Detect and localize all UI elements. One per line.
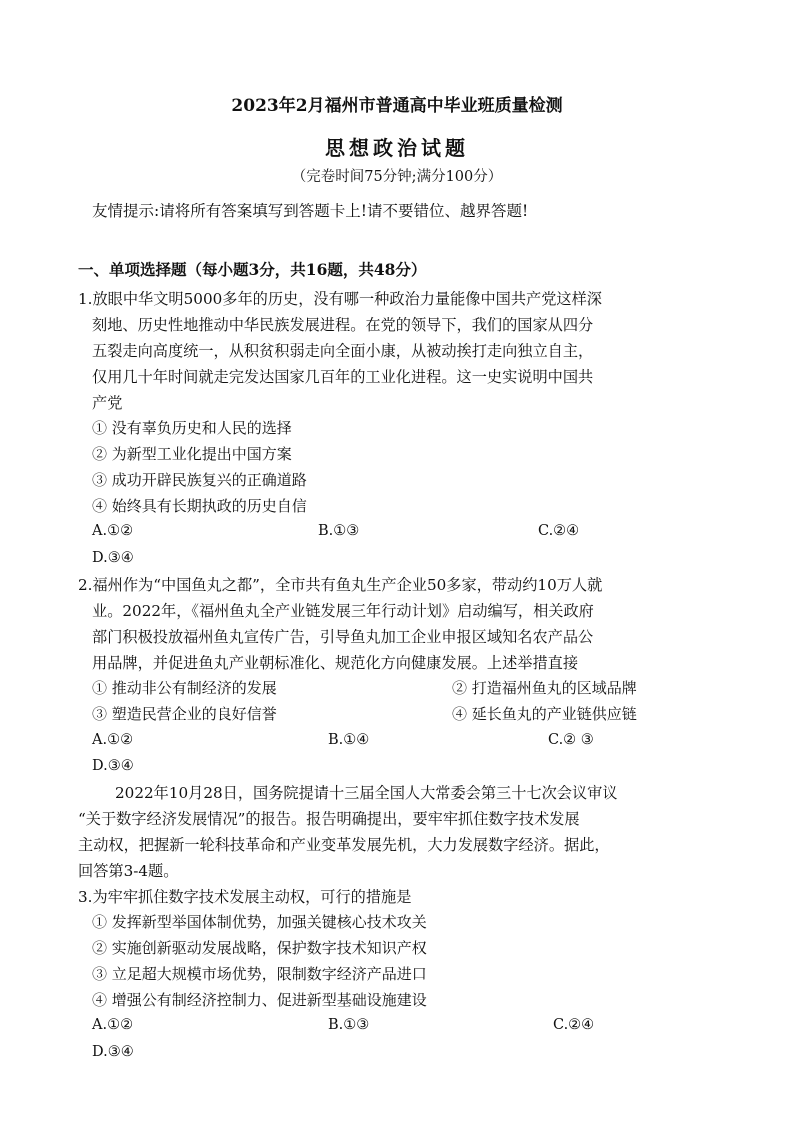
q1-option: ② 为新型工业化提出中国方案: [92, 445, 292, 463]
q3-option: ③ 立足超大规模市场优势，限制数字经济产品进口: [92, 965, 427, 983]
q1-stem-line: 产党: [92, 394, 123, 412]
time-info: （完卷时间75分钟;满分100分）: [291, 169, 503, 185]
q2-stem-line: 部门积极投放福州鱼丸宣传广告，引导鱼丸加工企业申报区域知名农产品公: [92, 628, 594, 646]
q2-stem-line: 2.福州作为“中国鱼丸之都”，全市共有鱼丸生产企业50多家，带动约10万人就: [78, 576, 603, 594]
section-heading: 一、单项选择题（每小题3分，共16题，共48分）: [78, 260, 427, 279]
q3-option: ② 实施创新驱动发展战略，保护数字技术知识产权: [92, 939, 427, 957]
q1-choice-b: B.①③: [318, 523, 360, 539]
q2-option: ② 打造福州鱼丸的区域品牌: [452, 679, 637, 697]
q1-option: ③ 成功开辟民族复兴的正确道路: [92, 471, 307, 489]
q3-option: ④ 增强公有制经济控制力、促进新型基础设施建设: [92, 991, 427, 1009]
q3-option: ① 发挥新型举国体制优势，加强关键核心技术攻关: [92, 913, 427, 931]
q1-stem-line: 1.放眼中华文明5000多年的历史，没有哪一种政治力量能像中国共产党这样深: [78, 290, 602, 308]
q3-stem-line: 3.为牢牢抓住数字技术发展主动权，可行的措施是: [78, 888, 412, 906]
q1-choice-d: D.③④: [92, 550, 134, 566]
material-line: “关于数字经济发展情况”的报告。报告明确提出，要牢牢抓住数字技术发展: [78, 810, 580, 828]
q2-stem-line: 用品牌，并促进鱼丸产业朝标准化、规范化方向健康发展。上述举措直接: [92, 654, 578, 672]
q1-stem-line: 五裂走向高度统一，从积贫积弱走向全面小康，从被动挨打走向独立自主，: [92, 342, 594, 360]
q2-option: ③ 塑造民营企业的良好信誉: [92, 705, 277, 723]
friendly-tip: 友情提示:请将所有答案填写到答题卡上!请不要错位、越界答题!: [92, 202, 529, 220]
exam-title: 2023年2月福州市普通高中毕业班质量检测: [231, 96, 563, 116]
subject-title: 思想政治试题: [325, 136, 469, 160]
q3-choice-d: D.③④: [92, 1044, 134, 1060]
q1-stem-line: 仅用几十年时间就走完发达国家几百年的工业化进程。这一史实说明中国共: [92, 368, 594, 386]
material-line: 回答第3-4题。: [78, 862, 179, 880]
q2-option: ① 推动非公有制经济的发展: [92, 679, 277, 697]
q2-choice-b: B.①④: [328, 732, 370, 748]
q3-choice-a: A.①②: [92, 1017, 134, 1033]
q2-choice-c: C.② ③: [548, 732, 594, 748]
q1-stem-line: 刻地、历史性地推动中华民族发展进程。在党的领导下，我们的国家从四分: [92, 316, 594, 334]
material-line: 2022年10月28日，国务院提请十三届全国人大常委会第三十七次会议审议: [115, 784, 618, 802]
q3-choice-b: B.①③: [328, 1017, 370, 1033]
q1-option: ④ 始终具有长期执政的历史自信: [92, 497, 307, 515]
q1-choice-c: C.②④: [538, 523, 580, 539]
q1-choice-a: A.①②: [92, 523, 134, 539]
q2-option: ④ 延长鱼丸的产业链供应链: [452, 705, 637, 723]
q2-stem-line: 业。2022年，《福州鱼丸全产业链发展三年行动计划》启动编写，相关政府: [92, 602, 594, 620]
q1-option: ① 没有辜负历史和人民的选择: [92, 419, 292, 437]
q3-choice-c: C.②④: [553, 1017, 595, 1033]
material-line: 主动权，把握新一轮科技革命和产业变革发展先机，大力发展数字经济。据此，: [78, 836, 610, 854]
q2-choice-d: D.③④: [92, 758, 134, 774]
q2-choice-a: A.①②: [92, 732, 134, 748]
